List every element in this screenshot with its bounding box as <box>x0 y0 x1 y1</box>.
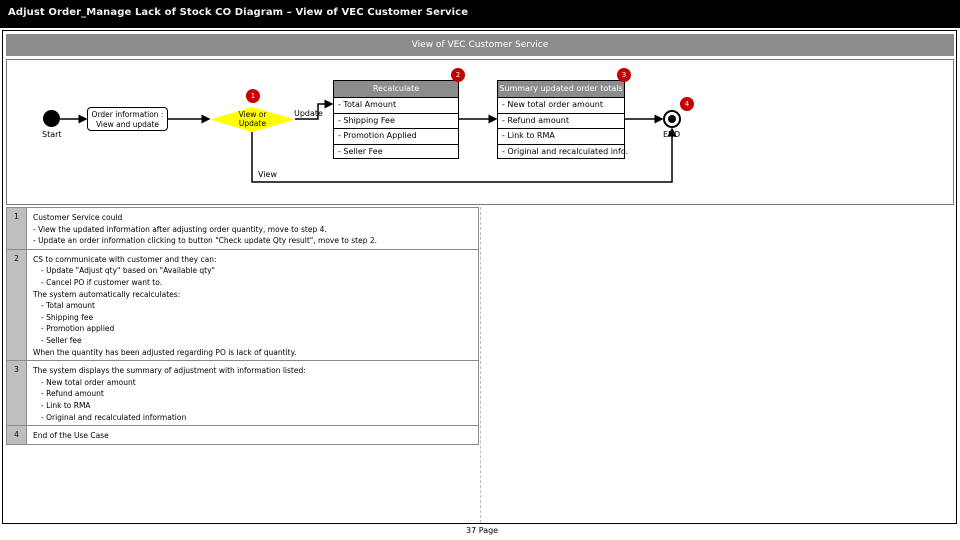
step-badge-1: 1 <box>246 89 260 103</box>
step-description <box>27 249 479 360</box>
recalculate-item: - Shipping Fee <box>334 113 458 129</box>
recalculate-item: - Total Amount <box>334 97 458 113</box>
step-description <box>27 208 479 250</box>
table-row <box>7 361 479 426</box>
end-label: END <box>663 130 681 139</box>
step-badge-2: 2 <box>451 68 465 82</box>
step-line: End of the Use Case <box>33 431 109 441</box>
decision-text <box>210 110 295 128</box>
step-line: - Cancel PO if customer want to. <box>41 277 163 287</box>
summary-item: - Link to RMA <box>498 128 624 144</box>
title-bar <box>0 0 960 28</box>
summary-item: - Original and recalculated info. <box>498 144 624 160</box>
recalculate-item: - Promotion Applied <box>334 128 458 144</box>
step-line: The system displays the summary of adjustment with information listed: <box>33 366 306 376</box>
step-line: - Refund amount <box>41 389 104 399</box>
step-line: - Seller fee <box>41 335 82 345</box>
divider-line <box>480 207 481 523</box>
step-badge-3: 3 <box>617 68 631 82</box>
summary-box <box>497 80 629 159</box>
update-label: Update <box>294 109 323 118</box>
recalculate-header: Recalculate <box>334 81 458 97</box>
step-line: - Update "Adjust qty" based on "Available qty" <box>41 266 216 276</box>
table-row <box>7 208 479 250</box>
step-line: - Total amount <box>41 301 95 311</box>
step-line: - Link to RMA <box>41 400 91 410</box>
start-label: Start <box>42 130 62 139</box>
step-number: 2 <box>7 249 27 360</box>
recalculate-box <box>333 80 459 159</box>
step-line: - Promotion applied <box>41 324 115 334</box>
step-line: - Shipping fee <box>41 312 94 322</box>
summary-header: Summary updated order totals <box>498 81 624 97</box>
step-line: Customer Service could <box>33 213 123 222</box>
table-row <box>7 249 479 360</box>
step-line: When the quantity has been adjusted regarding PO is lack of quantity. <box>33 347 297 357</box>
step-line: The system automatically recalculates: <box>33 289 181 299</box>
step-line: - Update an order information clicking to button "Check update Qty result", move to step 2. <box>33 236 378 246</box>
step-line: CS to communicate with customer and they can: <box>33 254 217 264</box>
table-row <box>7 426 479 445</box>
step-description <box>27 426 479 445</box>
recalculate-item: - Seller Fee <box>334 144 458 160</box>
section-band: View of VEC Customer Service <box>6 34 954 56</box>
summary-item: - Refund amount <box>498 113 624 129</box>
activity-order-information <box>87 107 168 131</box>
step-line: - Original and recalculated information <box>41 412 187 422</box>
step-number: 1 <box>7 208 27 250</box>
step-line: - New total order amount <box>41 377 136 387</box>
step-line: - View the updated information after adjusting order quantity, move to step 4. <box>33 224 327 234</box>
view-label: View <box>258 170 277 179</box>
step-description <box>27 361 479 426</box>
page-title: Adjust Order_Manage Lack of Stock CO Diagram – View of VEC Customer Service <box>8 7 469 18</box>
start-node <box>43 110 60 127</box>
step-number: 4 <box>7 426 27 445</box>
activity-line-2: View and update <box>95 120 160 129</box>
steps-table <box>6 207 479 445</box>
page-number: 37 Page <box>466 526 499 535</box>
step-badge-4: 4 <box>680 97 694 111</box>
summary-item: - New total order amount <box>498 97 624 113</box>
step-number: 3 <box>7 361 27 426</box>
activity-line-1: Order information : <box>91 110 164 119</box>
decision-line-2: Update <box>238 119 267 128</box>
diagram-area <box>6 59 954 205</box>
decision-line-1: View or <box>238 110 267 119</box>
end-node <box>663 110 681 128</box>
